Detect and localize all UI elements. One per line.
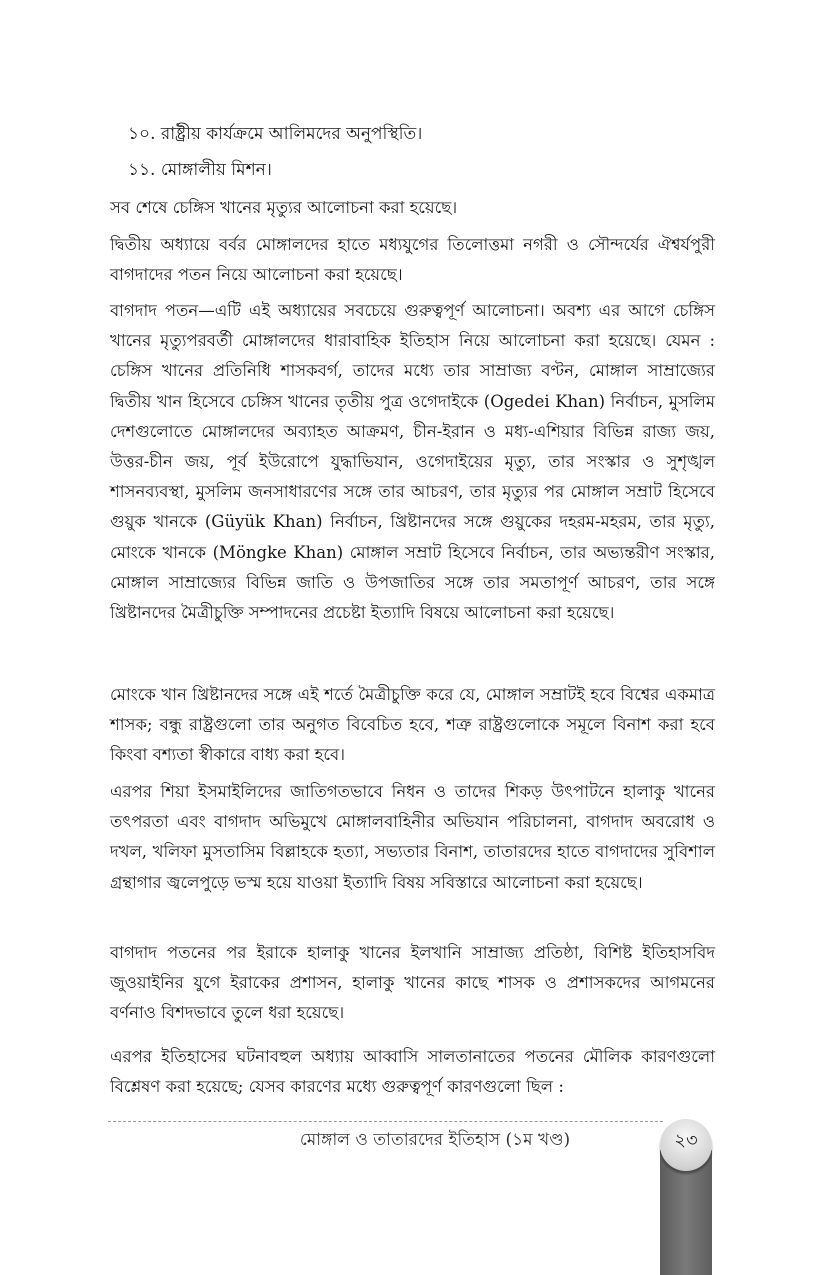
list-item: ১০. রাষ্ট্রীয় কার্যক্রমে আলিমদের অনুপস্থিতি। xyxy=(128,124,423,144)
footer-book-title: মোঙ্গাল ও তাতারদের ইতিহাস (১ম খণ্ড) xyxy=(299,1130,571,1150)
list-item: ১১. মোঙ্গালীয় মিশন। xyxy=(128,160,272,180)
paragraph-mongke-treaty: মোংকে খান খ্রিষ্টানদের সঙ্গে এই শর্তে মৈত্রীচুক্তি করে যে, মোঙ্গাল সম্রাটই হবে বিশ্বের একমাত্র শাসক; বন্ধু রাষ্ট্রগুলো তার অনুগত বিবেচিত হবে, শত্রু রাষ্ট্রগুলোকে সমূলে বিনাশ করা হবে কিংবা বশ্যতা স্বীকারে বাধ্য করা হবে। xyxy=(110,685,715,765)
footer-divider xyxy=(108,1121,663,1122)
paragraph-ilkhanate: বাগদাদ পতনের পর ইরাকে হালাকু খানের ইলখানি সাম্রাজ্য প্রতিষ্ঠা, বিশিষ্ট ইতিহাসবিদ জুওয়াইনির যুগে ইরাকের প্রশাসন, হালাকু খানের কাছে শাসক ও প্রশাসকদের আগমনের বর্ণনাও বিশদভাবে তুলে ধরা হয়েছে। xyxy=(110,943,715,1023)
paragraph-baghdad-fall: বাগদাদ পতন—এটি এই অধ্যায়ের সবচেয়ে গুরুত্বপূর্ণ আলোচনা। অবশ্য এর আগে চেঙ্গিস খানের মৃত্যুপরবর্তী মোঙ্গালদের ধারাবাহিক ইতিহাস নিয়ে আলোচনা করা হয়েছে। যেমন : চেঙ্গিস খানের প্রতিনিধি শাসকবর্গ, তাদের মধ্যে তার সাম্রাজ্য বণ্টন, মোঙ্গাল সাম্রাজ্যের দ্বিতীয় খান হিসেবে চেঙ্গিস খানের তৃতীয় পুত্র ওগেদাইকে (Ogedei Khan) নির্বাচন, মুসলিম দেশগুলোতে মোঙ্গালদের অব্যাহত আক্রমণ, চীন-ইরান ও মধ্য-এশিয়ার বিভিন্ন রাজ্য জয়, উত্তর-চীন জয়, পূর্ব ইউরোপে যুদ্ধাভিযান, ওগেদাইয়ের মৃত্যু, তার সংস্কার ও সুশৃঙ্খল শাসনব্যবস্থা, মুসলিম জনসাধারণের সঙ্গে তার আচরণ, তার মৃত্যুর পর মোঙ্গাল সম্রাট হিসেবে গুয়ুক খানকে (Güyük Khan) নির্বাচন, খ্রিষ্টানদের সঙ্গে গুয়ুকের দহরম-মহরম, তার মৃত্যু, মোংকে খানকে (Möngke Khan) মোঙ্গাল সম্রাট হিসেবে নির্বাচন, তার অভ্যন্তরীণ সংস্কার, মোঙ্গাল সাম্রাজ্যের বিভিন্ন জাতি ও উপজাতির সঙ্গে তার সমতাপূর্ণ আচরণ, তার সঙ্গে খ্রিষ্টানদের মৈত্রীচুক্তি সম্পাদনের প্রচেষ্টা ইত্যাদি বিষয়ে আলোচনা করা হয়েছে। xyxy=(110,301,715,623)
paragraph-chapter-two: দ্বিতীয় অধ্যায়ে বর্বর মোঙ্গালদের হাতে মধ্যযুগের তিলোত্তমা নগরী ও সৌন্দর্যের ঐশ্বর্যপুরী বাগদাদের পতন নিয়ে আলোচনা করা হয়েছে। xyxy=(110,235,715,285)
page-number: ২৩ xyxy=(674,1130,698,1151)
paragraph-death-of-chengiz: সব শেষে চেঙ্গিস খানের মৃত্যুর আলোচনা করা হয়েছে। xyxy=(110,198,458,217)
paragraph-ismaili-campaign: এরপর শিয়া ইসমাইলিদের জাতিগতভাবে নিধন ও তাদের শিকড় উৎপাটনে হালাকু খানের তৎপরতা এবং বাগদাদ অভিমুখে মোঙ্গালবাহিনীর অভিযান পরিচালনা, বাগদাদ অবরোধ ও দখল, খলিফা মুসতাসিম বিল্লাহকে হত্যা, সভ্যতার বিনাশ, তাতারদের হাতে বাগদাদের সুবিশাল গ্রন্থাগার জ্বলেপুড়ে ভস্ম হয়ে যাওয়া ইত্যাদি বিষয় সবিস্তারে আলোচনা করা হয়েছে। xyxy=(110,782,715,892)
paragraph-abbasid-decline: এরপর ইতিহাসের ঘটনাবহুল অধ্যায় আব্বাসি সালতানাতের পতনের মৌলিক কারণগুলো বিশ্লেষণ করা হয়েছে; যেসব কারণের মধ্যে গুরুত্বপূর্ণ কারণগুলো ছিল : xyxy=(110,1047,715,1097)
